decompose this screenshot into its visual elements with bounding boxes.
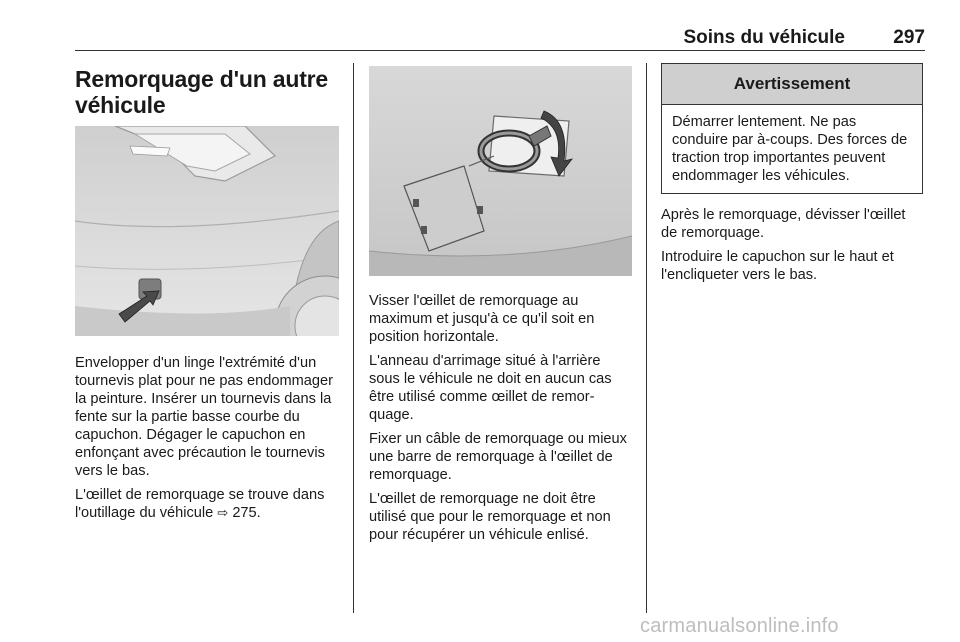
section-title-line-1: Remorquage d'un autre [75, 66, 329, 92]
column-2 [369, 63, 632, 550]
column-3 [661, 63, 925, 290]
column-divider-2 [646, 63, 647, 613]
paragraph-4: L'œillet de remorquage ne doit être utilisé que pour le remorquage et non pour récupérer un véhicule enlisé. [369, 491, 611, 543]
paragraph-1: Visser l'œillet de remorquage au maximum et jusqu'à ce qu'il soit en position horizontale. [369, 293, 595, 345]
paragraph-2: Introduire le capuchon sur le haut et l'encliqueter vers le bas. [661, 249, 894, 283]
cross-reference-arrow-icon: ⇨ [217, 505, 229, 520]
paragraph-2-text: L'œillet de remorquage se trouve dans l'outillage du véhicule [75, 487, 325, 521]
paragraph-1: Après le remorquage, dévisser l'œillet de remorquage. [661, 207, 906, 241]
section-title-line-2: véhicule [75, 92, 166, 118]
cross-reference-page: 275. [232, 505, 261, 521]
chapter-title: Soins du véhicule [683, 27, 845, 48]
section-title [75, 63, 339, 118]
paragraph-2 [75, 486, 339, 522]
column-1 [75, 63, 339, 528]
figure-towing-eye [369, 66, 632, 276]
column-divider-1 [353, 63, 354, 613]
page-number: 297 [893, 27, 925, 48]
warning-box [661, 63, 923, 194]
paragraph-2: L'anneau d'arrimage situé à l'arrière sous le véhicule ne doit en aucun cas être utilisé comme œillet de remorquage. [369, 353, 612, 423]
watermark: carmanualsonline.info [640, 615, 839, 637]
figure-rear-bumper-cap [75, 126, 339, 336]
warning-text: Démarrer lentement. Ne pas conduire par à-coups. Des forces de traction trop importantes peuvent endommager les véhicules. [672, 114, 908, 184]
warning-title: Avertissement [662, 64, 922, 105]
towing-eye-illustration [369, 66, 632, 276]
rear-bumper-illustration [75, 126, 339, 336]
paragraph-3: Fixer un câble de remorquage ou mieux une barre de remorquage à l'œillet de remorquage. [369, 431, 627, 483]
paragraph-1: Envelopper d'un linge l'extrémité d'un tournevis plat pour ne pas endommager la peinture. Insérer un tournevis dans la fente sur la partie basse courbe du capuchon. Dégager le capuchon en enfonçant avec précaution le tournevis vers le bas. [75, 355, 333, 479]
page-header [75, 26, 925, 51]
